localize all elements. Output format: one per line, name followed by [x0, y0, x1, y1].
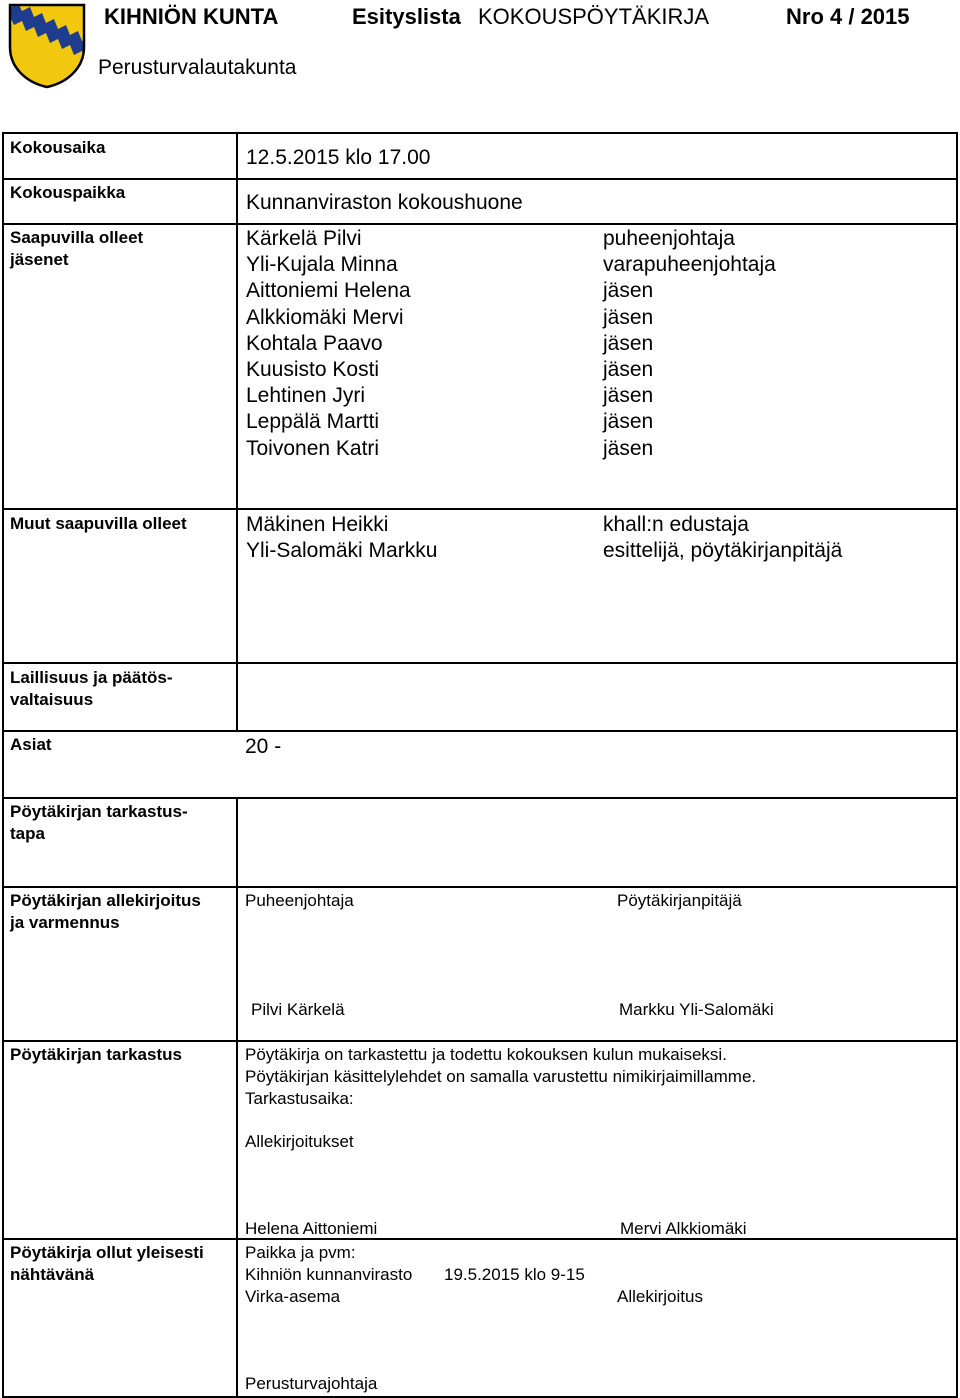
member-name: Kohtala Paavo: [246, 331, 383, 355]
check-text: Pöytäkirja on tarkastettu ja todettu kokouksen kulun mukaiseksi. Pöytäkirjan käsittelylehdet on samalla varustettu nimikirjaimillamme. Tarkastusaika:: [245, 1045, 757, 1108]
signatures-label: Allekirjoitukset: [245, 1132, 354, 1151]
member-name: Kuusisto Kosti: [246, 358, 380, 382]
member-name: Alkkiomäki Mervi: [246, 305, 404, 329]
other-names-list: [246, 512, 437, 564]
member-names-list: [246, 226, 411, 462]
member-name: Aittoniemi Helena: [246, 279, 411, 303]
doc-number: Nro 4 / 2015: [786, 4, 910, 29]
office-value: Perusturvajohtaja: [245, 1374, 378, 1393]
member-role: jäsen: [603, 436, 654, 460]
place-date-label: Paikka ja pvm:: [245, 1243, 356, 1262]
member-role: jäsen: [603, 410, 654, 434]
checker-1-name: Helena Aittoniemi: [245, 1219, 378, 1238]
chair-title: Puheenjohtaja: [245, 891, 354, 910]
member-roles-list: [603, 226, 776, 462]
secretary-title: Pöytäkirjanpitäjä: [617, 891, 742, 910]
public-time: 19.5.2015 klo 9-15: [444, 1265, 585, 1284]
municipality-crest-icon: [8, 3, 88, 89]
member-role: jäsen: [603, 331, 654, 355]
committee-name: Perusturvalautakunta: [98, 56, 297, 79]
member-name: Kärkelä Pilvi: [246, 227, 362, 250]
check-label: Pöytäkirjan tarkastus: [10, 1045, 182, 1064]
member-role: jäsen: [603, 305, 654, 329]
meeting-time-value: 12.5.2015 klo 17.00: [246, 146, 431, 169]
public-place: Kihniön kunnanvirasto: [245, 1265, 413, 1284]
signing-label: Pöytäkirjan allekirjoitus ja varmennus: [10, 891, 201, 932]
others-label: Muut saapuvilla olleet: [10, 514, 187, 533]
doc-type-label: Esityslista: [352, 4, 461, 29]
other-roles-list: [603, 512, 842, 564]
other-name: Mäkinen Heikki: [246, 513, 389, 536]
member-role: jäsen: [603, 358, 654, 382]
other-role: esittelijä, pöytäkirjanpitäjä: [603, 539, 843, 563]
items-value: 20 -: [245, 735, 282, 758]
items-label: Asiat: [10, 735, 52, 754]
member-role: puheenjohtaja: [603, 227, 735, 250]
member-name: Yli-Kujala Minna: [246, 253, 398, 277]
member-name: Lehtinen Jyri: [246, 384, 366, 408]
members-label: Saapuvilla olleet jäsenet: [10, 228, 144, 269]
meeting-place-value: Kunnanviraston kokoushuone: [246, 191, 523, 214]
signature-label: Allekirjoitus: [617, 1287, 703, 1306]
meeting-place-label: Kokouspaikka: [10, 183, 126, 202]
public-display-label: Pöytäkirja ollut yleisesti nähtävänä: [10, 1243, 204, 1284]
member-name: Leppälä Martti: [246, 410, 380, 434]
checker-2-name: Mervi Alkkiomäki: [620, 1219, 747, 1238]
member-role: jäsen: [603, 384, 654, 408]
municipality-name: KIHNIÖN KUNTA: [104, 4, 279, 29]
member-role: jäsen: [603, 279, 654, 303]
legality-label: Laillisuus ja päätös- valtaisuus: [10, 668, 173, 709]
office-label: Virka-asema: [245, 1287, 341, 1306]
meeting-time-label: Kokousaika: [10, 138, 106, 157]
doc-type: KOKOUSPÖYTÄKIRJA: [478, 4, 710, 29]
other-name: Yli-Salomäki Markku: [246, 539, 438, 563]
member-name: Toivonen Katri: [246, 436, 380, 460]
member-role: varapuheenjohtaja: [603, 253, 776, 277]
secretary-name: Markku Yli-Salomäki: [619, 1000, 774, 1019]
other-role: khall:n edustaja: [603, 513, 749, 536]
check-method-label: Pöytäkirjan tarkastus- tapa: [10, 802, 188, 843]
chair-name: Pilvi Kärkelä: [251, 1000, 345, 1019]
